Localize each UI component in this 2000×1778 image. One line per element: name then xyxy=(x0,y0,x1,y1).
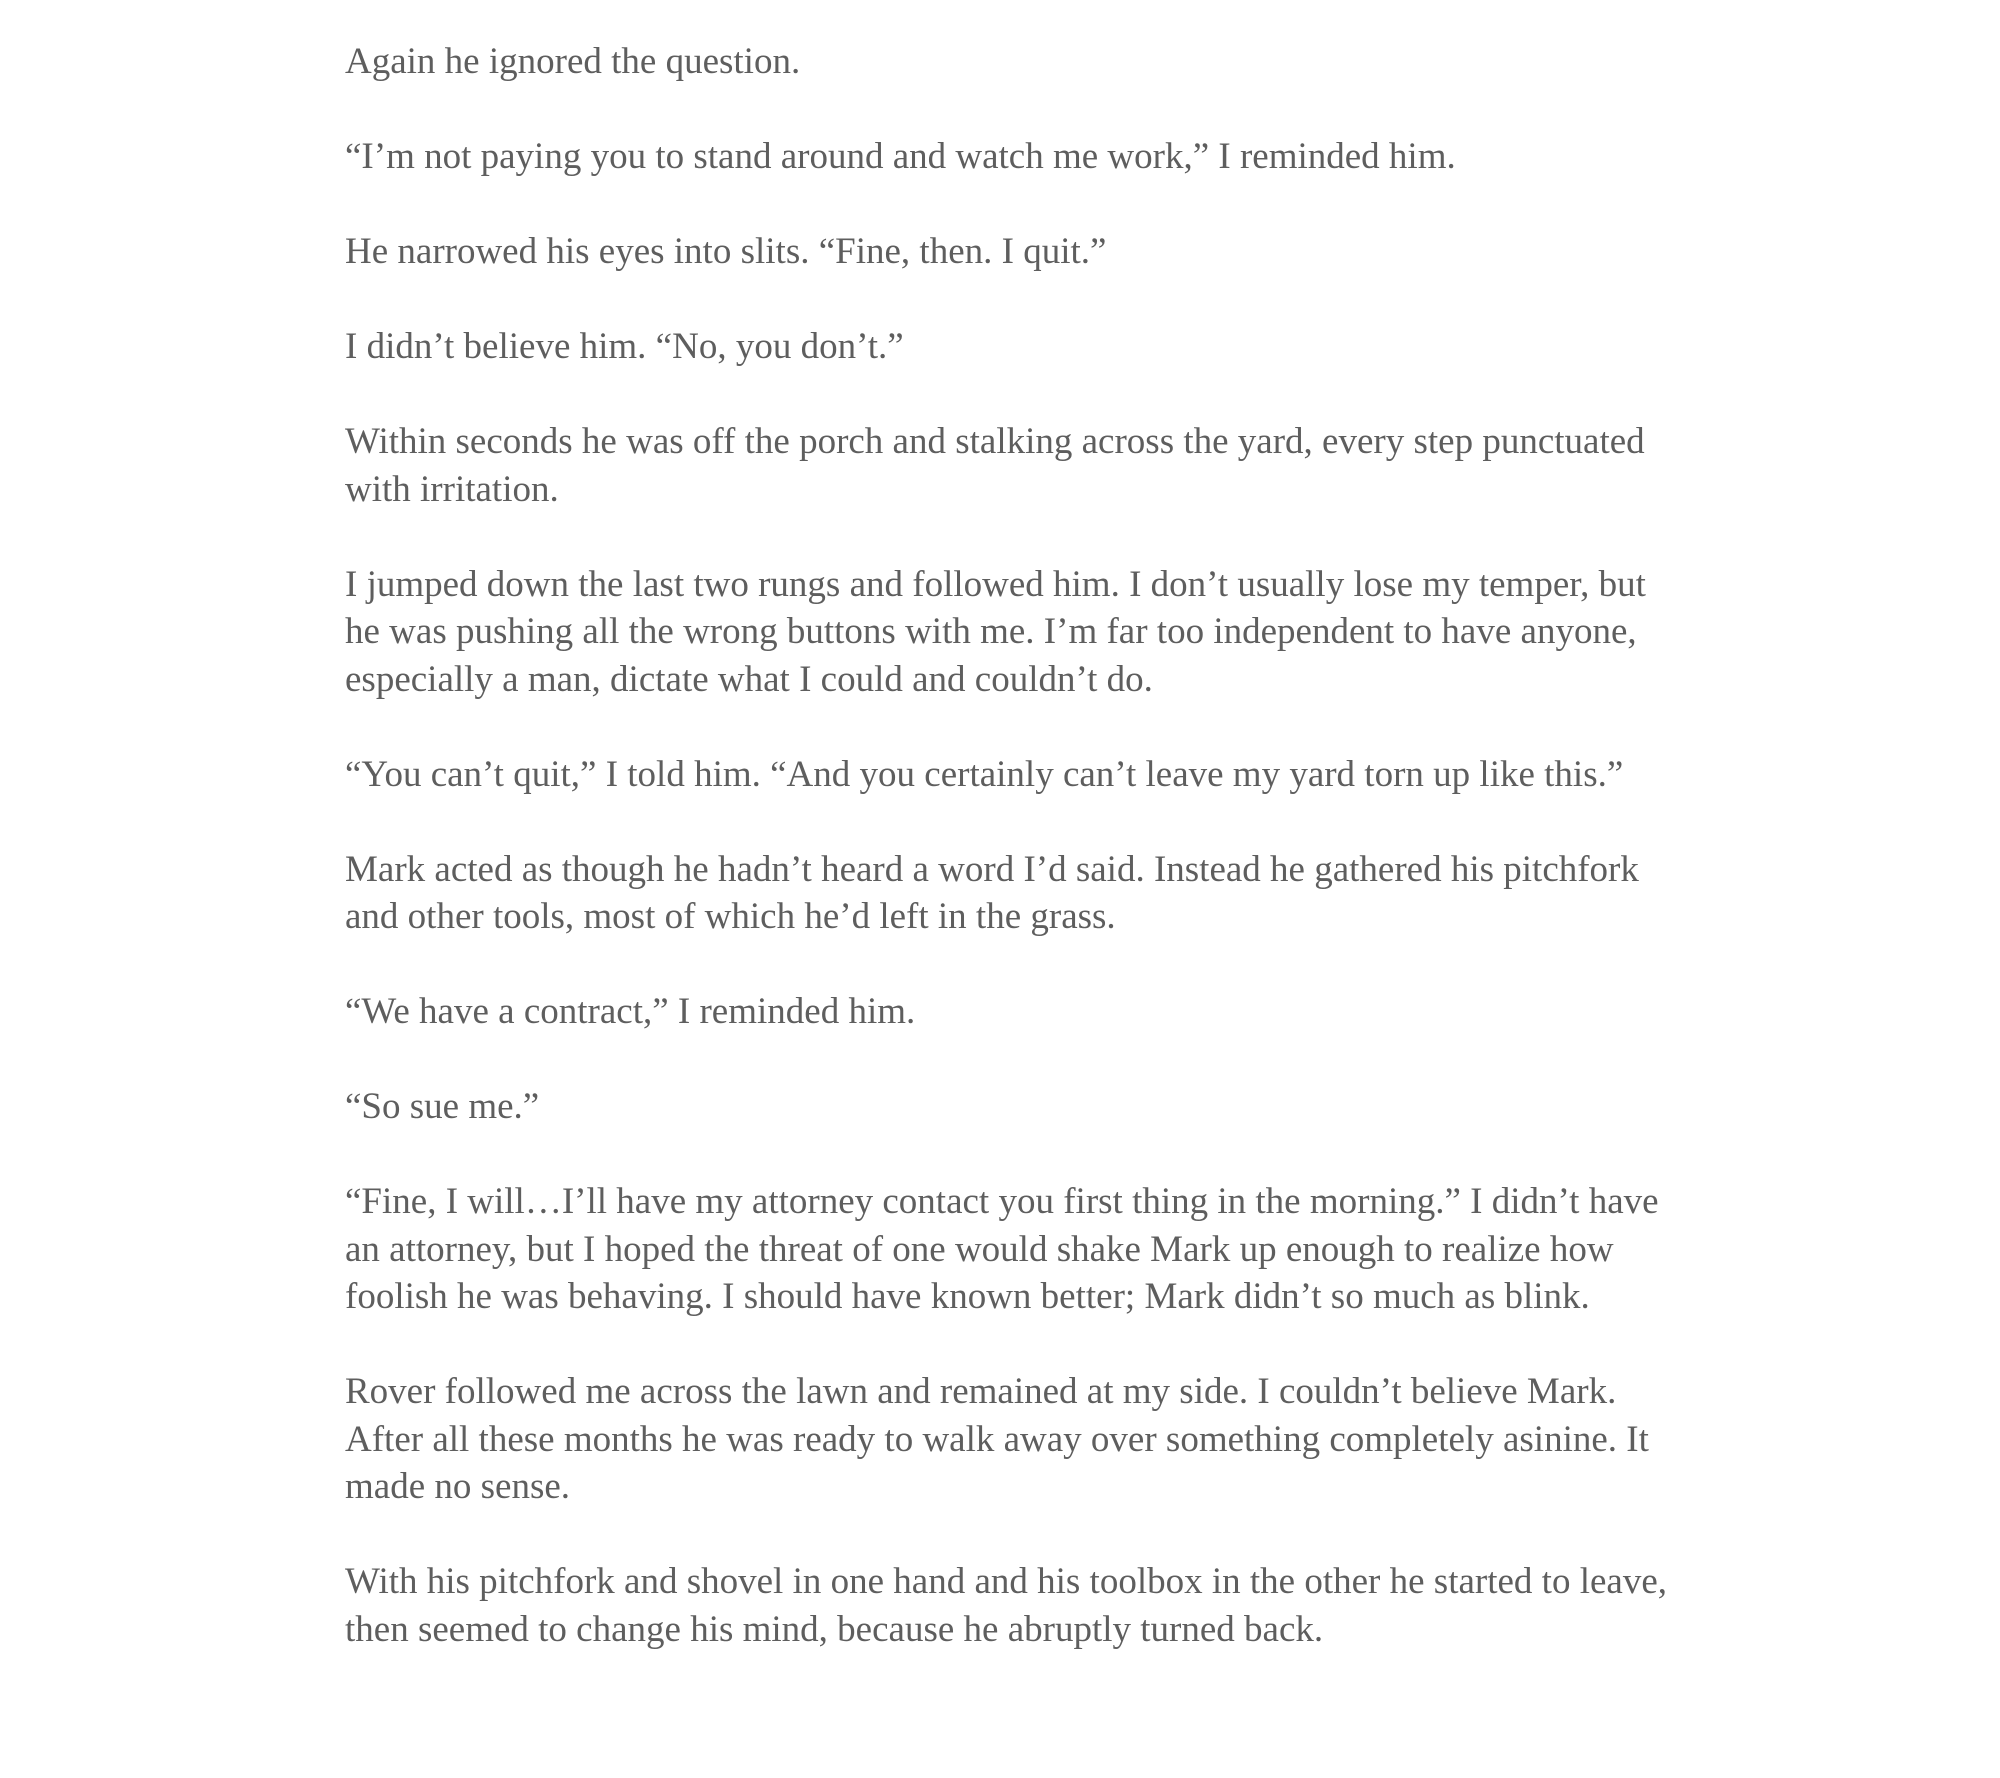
paragraph: “So sue me.” xyxy=(345,1086,540,1127)
paragraph: I jumped down the last two rungs and followed him. I don’t usually lose my temper, but he was pushing all the wrong buttons with me. I’m far too independent to have anyone, especially a man, dictate what I could and couldn’t do. xyxy=(345,563,1646,700)
paragraph: “Fine, I will…I’ll have my attorney contact you first thing in the morning.” I didn’t have an attorney, but I hoped the threat of one would shake Mark up enough to realize how foolish he was behaving. I should have known better; Mark didn’t so much as blink. xyxy=(345,1181,1659,1317)
paragraph: He narrowed his eyes into slits. “Fine, then. I quit.” xyxy=(345,231,1107,272)
paragraph: Within seconds he was off the porch and stalking across the yard, every step punctuated with irritation. xyxy=(345,421,1645,510)
paragraph: I didn’t believe him. “No, you don’t.” xyxy=(345,326,904,367)
paragraph: “You can’t quit,” I told him. “And you certainly can’t leave my yard torn up like this.” xyxy=(345,753,1624,795)
document-body xyxy=(345,38,1685,1653)
paragraph: Mark acted as though he hadn’t heard a word I’d said. Instead he gathered his pitchfork and other tools, most of which he’d left in the grass. xyxy=(345,848,1639,937)
paragraph: “I’m not paying you to stand around and watch me work,” I reminded him. xyxy=(345,136,1456,177)
paragraph: “We have a contract,” I reminded him. xyxy=(345,991,916,1032)
paragraph: Rover followed me across the lawn and remained at my side. I couldn’t believe Mark. After all these months he was ready to walk away over something completely asinine. It made no sense. xyxy=(345,1371,1649,1507)
paragraph: Again he ignored the question. xyxy=(345,41,801,82)
paragraph: With his pitchfork and shovel in one hand and his toolbox in the other he started to leave, then seemed to change his mind, because he abruptly turned back. xyxy=(345,1561,1667,1650)
